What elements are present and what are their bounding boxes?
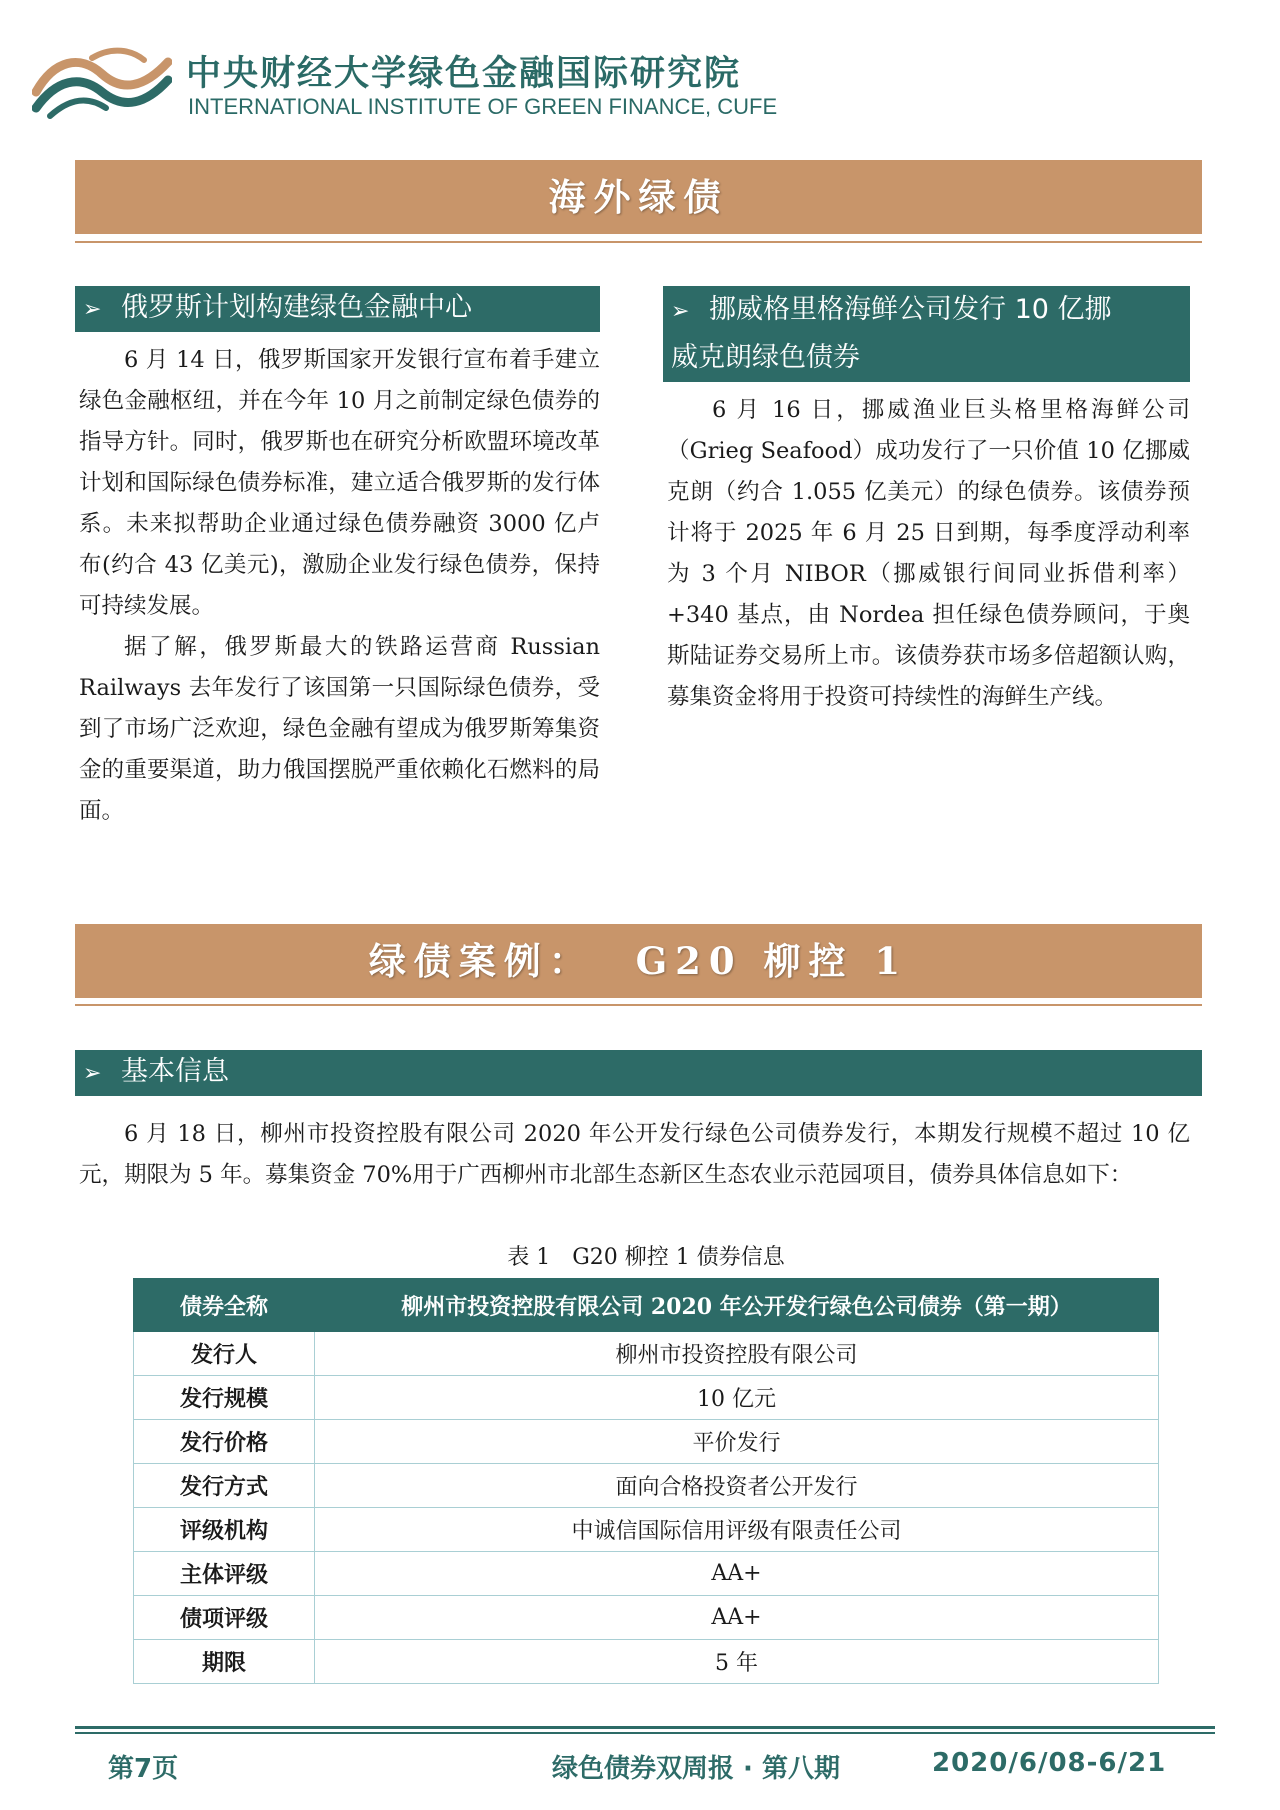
arrow-bullet-icon: ➢ (83, 297, 102, 322)
right-article-title-line1: 挪威格里格海鲜公司发行 10 亿挪 (709, 294, 1112, 325)
row-value: 柳州市投资控股有限公司 (315, 1332, 1159, 1376)
row-value: AA+ (315, 1552, 1159, 1596)
institute-name-en: INTERNATIONAL INSTITUTE OF GREEN FINANCE, CUFE (188, 94, 778, 119)
bond-info-table (133, 1278, 1159, 1684)
row-value: 5 年 (315, 1640, 1159, 1684)
page-number: 第7页 (108, 1754, 179, 1784)
row-label: 主体评级 (134, 1552, 315, 1596)
basic-info-title: 基本信息 (121, 1056, 229, 1087)
date-range: 2020/6/08-6/21 (932, 1748, 1167, 1778)
right-article-body (667, 390, 1190, 718)
arrow-bullet-icon: ➢ (83, 1061, 102, 1086)
right-article-heading (663, 286, 1190, 382)
row-label: 评级机构 (134, 1508, 315, 1552)
table-row (134, 1508, 1159, 1552)
table-row (134, 1376, 1159, 1420)
basic-info-heading (75, 1050, 1202, 1096)
section-banner-case: 绿债案例： G20 柳控 1 (75, 924, 1202, 998)
left-article-heading (75, 286, 600, 332)
left-article-body (79, 340, 600, 832)
row-label: 发行规模 (134, 1376, 315, 1420)
row-value: AA+ (315, 1596, 1159, 1640)
table-row (134, 1596, 1159, 1640)
row-label: 发行价格 (134, 1420, 315, 1464)
institute-name-cn: 中央财经大学绿色金融国际研究院 (186, 54, 742, 94)
table-header-label: 债券全称 (134, 1279, 315, 1332)
table-row (134, 1420, 1159, 1464)
row-label: 期限 (134, 1640, 315, 1684)
banner-divider (75, 1004, 1202, 1006)
arrow-bullet-icon: ➢ (671, 299, 690, 324)
footer-rule-bottom (75, 1732, 1215, 1734)
table-caption: 表 1 G20 柳控 1 债券信息 (507, 1245, 785, 1270)
institute-logo-icon (32, 44, 172, 120)
row-value: 平价发行 (315, 1420, 1159, 1464)
table-header-value: 柳州市投资控股有限公司 2020 年公开发行绿色公司债券（第一期） (315, 1279, 1159, 1332)
right-article-paragraph-1: 6 月 16 日，挪威渔业巨头格里格海鲜公司（Grieg Seafood）成功发行了一只价值 10 亿挪威克朗（约合 1.055 亿美元）的绿色债券。该债券预计将于 2025 年 6 月 25 日到期，每季度浮动利率为 3 个月 NIBOR（挪威银行间同业拆借利率）+340 基点，由 Nordea 担任绿色债券顾问，于奥斯陆证券交易所上市。该债券获市场多倍超额认购，募集资金将用于投资可持续性的海鲜生产线。 (667, 397, 1190, 710)
row-value: 10 亿元 (315, 1376, 1159, 1420)
left-article-paragraph-1: 6 月 14 日，俄罗斯国家开发银行宣布着手建立绿色金融枢纽，并在今年 10 月之前制定绿色债券的指导方针。同时，俄罗斯也在研究分析欧盟环境改革计划和国际绿色债券标准，建立适合俄罗斯的发行体系。未来拟帮助企业通过绿色债券融资 3000 亿卢布(约合 43 亿美元)，激励企业发行绿色债券，保持可持续发展。 (79, 347, 600, 619)
footer-rule-top (75, 1726, 1215, 1729)
row-label: 债项评级 (134, 1596, 315, 1640)
basic-info-body (79, 1114, 1190, 1196)
table-row (134, 1552, 1159, 1596)
right-article-title-line2: 威克朗绿色债券 (671, 342, 860, 373)
left-article-title: 俄罗斯计划构建绿色金融中心 (121, 292, 472, 323)
basic-info-paragraph: 6 月 18 日，柳州市投资控股有限公司 2020 年公开发行绿色公司债券发行，本期发行规模不超过 10 亿元，期限为 5 年。募集资金 70%用于广西柳州市北部生态新区生态农业示范园项目，债券具体信息如下： (79, 1121, 1190, 1188)
table-row (134, 1332, 1159, 1376)
row-label: 发行人 (134, 1332, 315, 1376)
row-value: 面向合格投资者公开发行 (315, 1464, 1159, 1508)
row-label: 发行方式 (134, 1464, 315, 1508)
table-row (134, 1464, 1159, 1508)
row-value: 中诚信国际信用评级有限责任公司 (315, 1508, 1159, 1552)
publication-title: 绿色债券双周报 · 第八期 (552, 1754, 840, 1784)
left-article-paragraph-2: 据了解，俄罗斯最大的铁路运营商 Russian Railways 去年发行了该国第一只国际绿色债券，受到了市场广泛欢迎，绿色金融有望成为俄罗斯筹集资金的重要渠道，助力俄国摆脱严重依赖化石燃料的局面。 (79, 634, 600, 824)
table-header-row (134, 1279, 1159, 1332)
section-banner-overseas: 海外绿债 (75, 160, 1202, 234)
table-row (134, 1640, 1159, 1684)
banner-divider (75, 241, 1202, 243)
